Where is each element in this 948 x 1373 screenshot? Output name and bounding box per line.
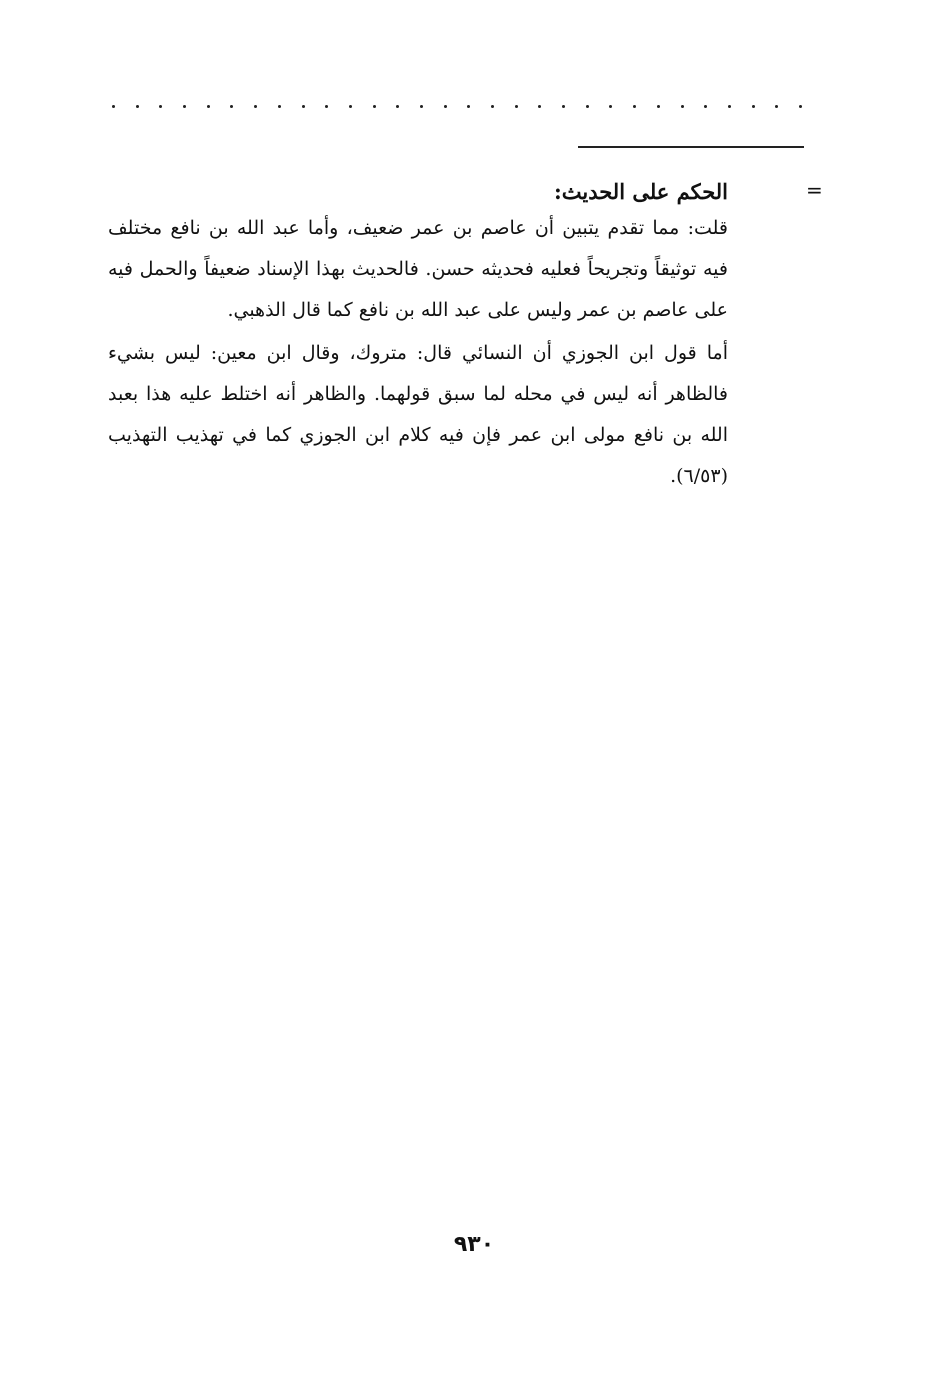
separator-dot xyxy=(302,105,305,108)
separator-dot xyxy=(657,105,660,108)
paragraph-2: أما قول ابن الجوزي أن النسائي قال: متروك، وقال ابن معين: ليس بشيء فالظاهر أنه ليس في محله لما سبق قولهما. والظاهر أنه اختلط عليه هذا بعبد الله بن نافع مولى ابن عمر فإن فيه كلام ابن الجوزي كما في تهذيب التهذيب (٦/٥٣). xyxy=(108,342,728,487)
margin-marker: = xyxy=(806,178,823,202)
separator-dot xyxy=(444,105,447,108)
separator-dot xyxy=(799,105,802,108)
separator-dot xyxy=(183,105,186,108)
separator-dot xyxy=(633,105,636,108)
section-heading: الحكم على الحديث: xyxy=(554,179,728,204)
horizontal-rule xyxy=(578,146,804,148)
main-text-block xyxy=(108,176,728,497)
separator-dot xyxy=(491,105,494,108)
separator-dot xyxy=(538,105,541,108)
separator-dot xyxy=(325,105,328,108)
separator-dot xyxy=(609,105,612,108)
separator-dot xyxy=(254,105,257,108)
separator-dot xyxy=(159,105,162,108)
separator-dot xyxy=(728,105,731,108)
separator-dot xyxy=(396,105,399,108)
separator-dot xyxy=(704,105,707,108)
separator-dot xyxy=(112,105,115,108)
separator-dot xyxy=(515,105,518,108)
separator-dot xyxy=(775,105,778,108)
separator-dot xyxy=(278,105,281,108)
page-number: ٩٣٠ xyxy=(453,1232,495,1257)
separator-dot xyxy=(752,105,755,108)
separator-dot xyxy=(467,105,470,108)
separator-dot xyxy=(586,105,589,108)
separator-dot xyxy=(349,105,352,108)
separator-dot xyxy=(136,105,139,108)
paragraph-1: قلت: مما تقدم يتبين أن عاصم بن عمر ضعيف، وأما عبد الله بن نافع مختلف فيه توثيقاً وتجريحاً فعليه فحديثه حسن. فالحديث بهذا الإسناد ضعيفاً والحمل فيه على عاصم بن عمر وليس على عبد الله بن نافع كما قال الذهبي. xyxy=(108,217,728,321)
separator-dot xyxy=(207,105,210,108)
separator-dot xyxy=(230,105,233,108)
separator-dot xyxy=(373,105,376,108)
separator-dot xyxy=(562,105,565,108)
dotted-separator xyxy=(112,96,802,116)
separator-dot xyxy=(681,105,684,108)
separator-dot xyxy=(420,105,423,108)
